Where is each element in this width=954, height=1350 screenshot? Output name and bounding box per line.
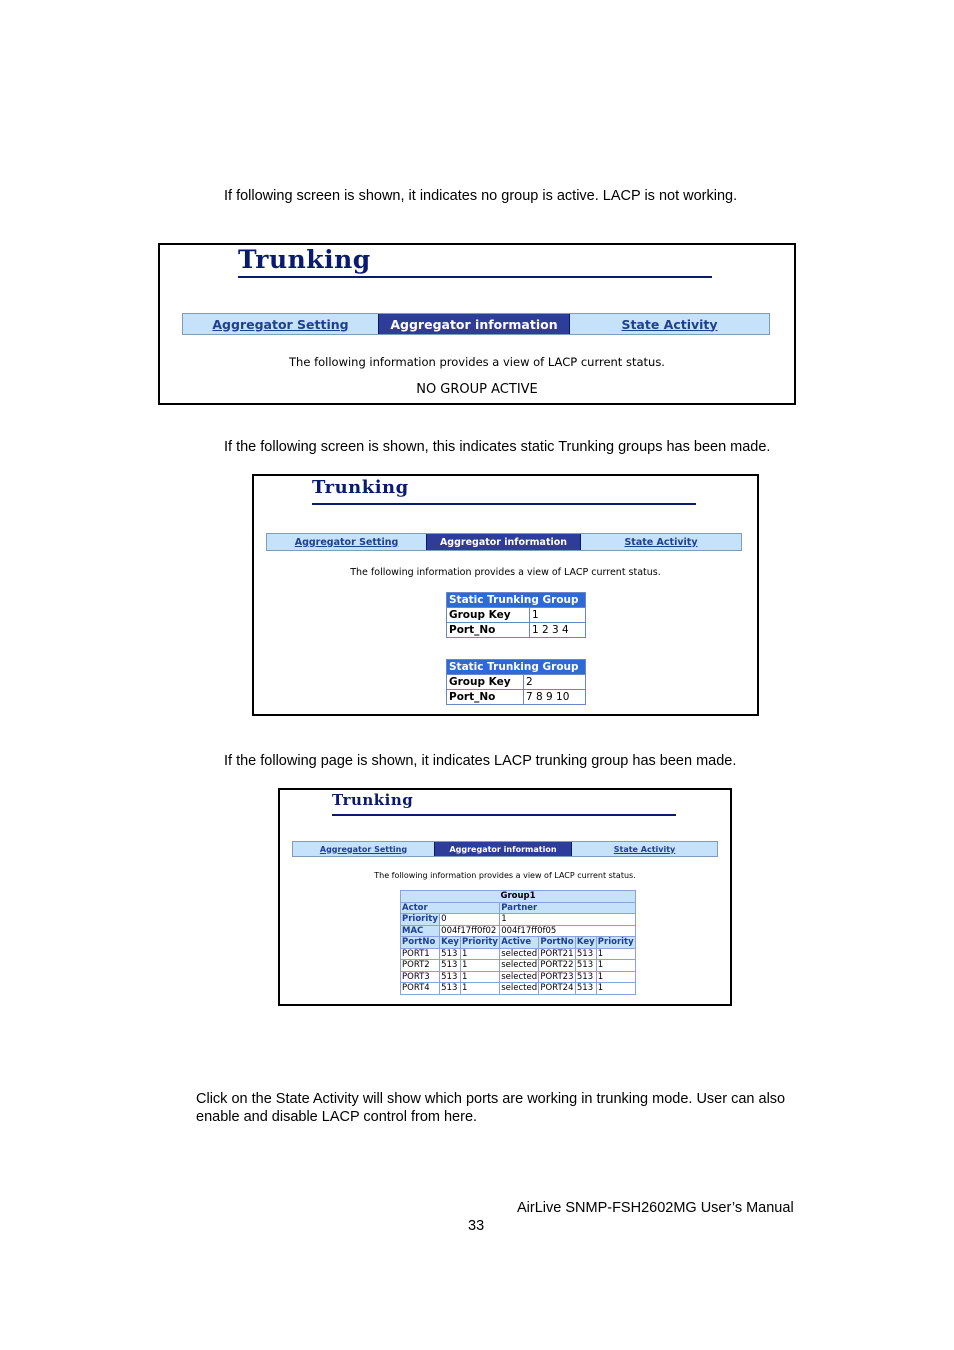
actor-header: Actor <box>401 902 500 914</box>
no-group-active-text: NO GROUP ACTIVE <box>416 382 538 397</box>
column-header: Priority <box>462 937 498 947</box>
table-cell: PORT23 <box>540 971 574 982</box>
tab-state-activity[interactable]: State Activity <box>621 316 718 332</box>
port-no-value: 1 2 3 4 <box>530 623 586 638</box>
column-header: PortNo <box>401 937 440 949</box>
column-header: PortNo <box>540 937 574 947</box>
table-cell: selected <box>501 971 538 982</box>
table-cell: 1 <box>596 971 635 983</box>
table-cell: 513 <box>440 983 461 995</box>
intro-lacp-text: If the following page is shown, it indicates LACP trunking group has been made. <box>224 753 737 769</box>
table-cell: 1 <box>461 960 500 972</box>
table-cell: 1 <box>461 948 500 960</box>
info-text: The following information provides a view of LACP current status. <box>374 871 636 880</box>
intro-static-text: If the following screen is shown, this indicates static Trunking groups has been made. <box>224 439 771 455</box>
static-group-table-1 <box>446 592 586 638</box>
screenshot-lacp-group <box>278 788 732 1006</box>
table-cell: 513 <box>440 948 461 960</box>
column-header: Active <box>500 937 539 949</box>
title-underline <box>238 276 712 278</box>
tab-aggregator-information[interactable]: Aggregator information <box>434 842 572 856</box>
tab-bar <box>182 313 770 335</box>
trunking-title: Trunking <box>312 477 409 498</box>
priority-label: Priority <box>402 914 438 924</box>
column-header: Key <box>441 937 459 947</box>
partner-priority: 1 <box>500 914 636 926</box>
group-key-label: Group Key <box>447 675 524 690</box>
state-activity-note: Click on the State Activity will show which ports are working in trunking mode. User can also enable and disable LACP control from here. <box>196 1091 786 1125</box>
port-no-value: 7 8 9 10 <box>524 690 586 705</box>
table-cell: selected <box>501 948 538 959</box>
tab-aggregator-setting[interactable]: Aggregator Setting <box>294 536 399 548</box>
tab-state-activity[interactable]: State Activity <box>613 844 676 854</box>
tab-aggregator-information[interactable]: Aggregator information <box>426 534 581 550</box>
partner-header: Partner <box>500 902 636 914</box>
static-group-header: Static Trunking Group <box>447 593 586 608</box>
column-header: Key <box>576 937 595 947</box>
group-key-value: 1 <box>530 608 586 623</box>
info-text: The following information provides a view of LACP current status. <box>350 567 661 578</box>
port-no-label: Port_No <box>447 690 524 705</box>
table-cell: selected <box>501 983 538 993</box>
table-cell: PORT21 <box>540 948 574 959</box>
table-cell: 513 <box>575 983 596 995</box>
table-cell: 1 <box>596 960 635 972</box>
trunking-title: Trunking <box>332 791 414 809</box>
partner-mac: 004f17ff0f05 <box>500 925 636 937</box>
title-underline <box>332 814 676 816</box>
table-cell: 1 <box>596 983 635 995</box>
tab-aggregator-setting[interactable]: Aggregator Setting <box>319 844 408 854</box>
actor-priority: 0 <box>440 914 500 926</box>
manual-footer: AirLive SNMP-FSH2602MG User’s Manual <box>517 1200 794 1216</box>
static-group-table-2 <box>446 659 586 705</box>
title-underline <box>312 503 696 505</box>
tab-bar <box>292 841 718 857</box>
tab-aggregator-information[interactable]: Aggregator information <box>378 314 570 334</box>
table-cell: PORT2 <box>401 960 440 972</box>
static-group-header: Static Trunking Group <box>447 660 586 675</box>
table-cell: 1 <box>461 971 500 983</box>
table-cell: PORT1 <box>401 948 440 960</box>
tab-bar <box>266 533 742 551</box>
group-key-label: Group Key <box>447 608 530 623</box>
group-key-value: 2 <box>524 675 586 690</box>
table-cell: 513 <box>440 971 461 983</box>
actor-mac: 004f17ff0f02 <box>440 925 500 937</box>
port-no-label: Port_No <box>447 623 530 638</box>
table-cell: selected <box>501 960 538 970</box>
table-row <box>401 971 636 983</box>
column-header: Priority <box>597 937 634 947</box>
table-cell: 513 <box>440 960 461 972</box>
table-cell: 1 <box>461 983 500 995</box>
trunking-title: Trunking <box>238 245 371 274</box>
info-text: The following information provides a view of LACP current status. <box>289 355 665 369</box>
tab-state-activity[interactable]: State Activity <box>624 536 698 548</box>
table-cell: 513 <box>575 948 596 960</box>
lacp-group-table <box>400 890 636 995</box>
screenshot-no-group <box>158 243 796 405</box>
tab-aggregator-setting[interactable]: Aggregator Setting <box>212 316 349 332</box>
intro-no-group-text: If following screen is shown, it indicates no group is active. LACP is not working. <box>224 188 738 204</box>
table-cell: PORT22 <box>540 960 574 970</box>
screenshot-static-groups <box>252 474 759 716</box>
table-cell: PORT4 <box>401 983 440 995</box>
table-cell: PORT24 <box>540 983 574 993</box>
page-number: 33 <box>468 1218 485 1234</box>
table-row <box>401 983 636 995</box>
table-cell: 513 <box>575 971 596 983</box>
table-row <box>401 948 636 960</box>
table-row <box>401 960 636 972</box>
table-cell: PORT3 <box>401 971 440 983</box>
group-name-header: Group1 <box>401 891 636 903</box>
mac-label: MAC <box>401 925 440 937</box>
table-cell: 1 <box>596 948 635 960</box>
table-cell: 513 <box>575 960 596 972</box>
